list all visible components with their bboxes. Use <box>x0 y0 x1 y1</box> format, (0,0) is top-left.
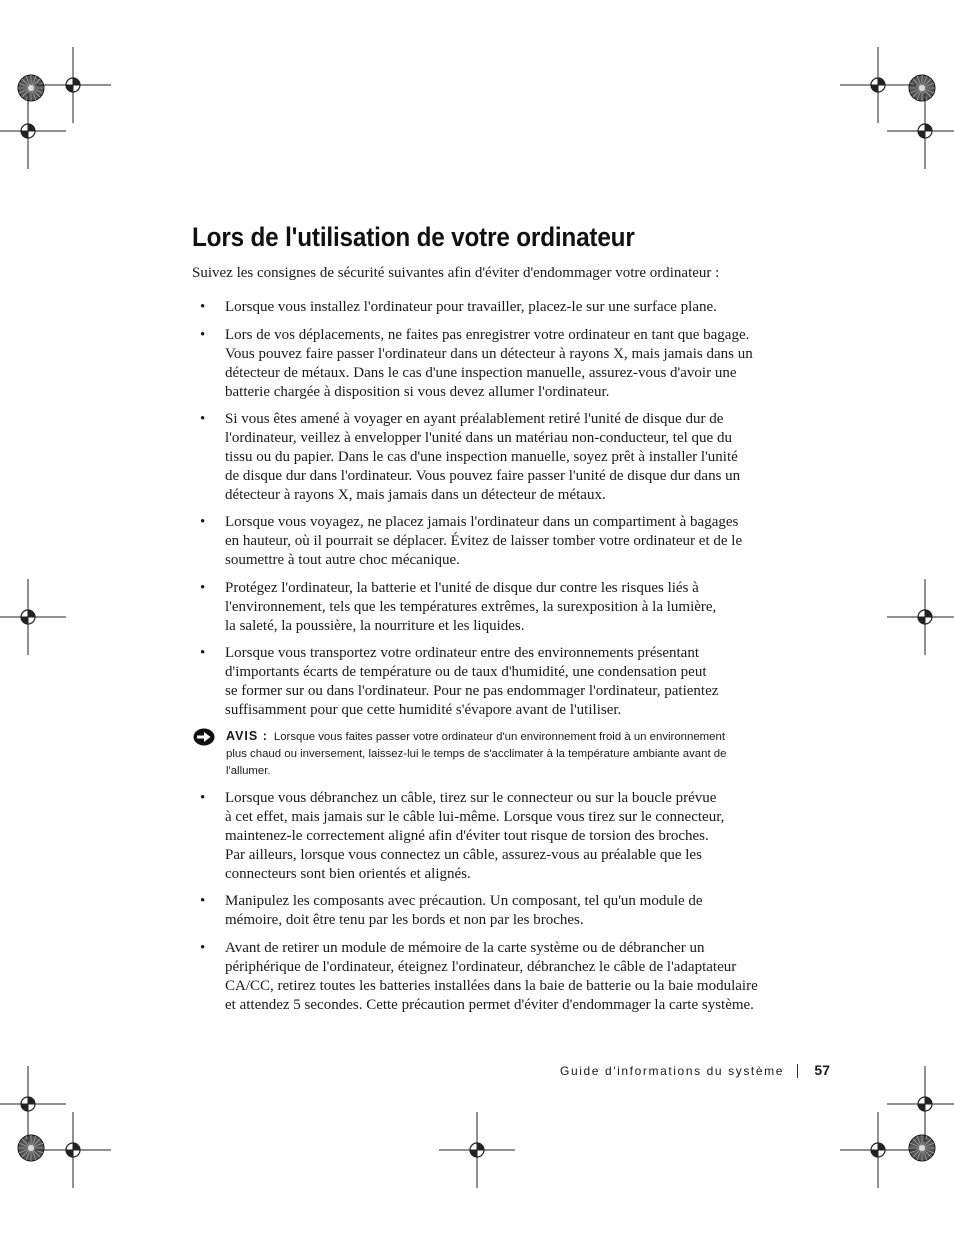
list-item: Lorsque vous transportez votre ordinateur entre des environnements présentant d'importants écarts de température ou de taux d'humidité, une condensation peut se former sur ou dans l'ordinateur. Pour ne pas endommager l'ordinateur, patientez suffisamment pour que cette humidité s'évapore avant de l'utiliser. <box>225 645 719 718</box>
crosshair-icon <box>840 1112 916 1188</box>
footer-separator <box>797 1064 798 1078</box>
crosshair-icon <box>0 93 66 169</box>
star-target-icon <box>18 75 44 101</box>
list-item: Avant de retirer un module de mémoire de la carte système ou de débrancher un périphérique de l'ordinateur, éteignez l'ordinateur, débranchez le câble de l'adaptateur CA/CC, retirez toutes les batteries installées dans la baie de batterie ou la baie modulaire et attendez 5 secondes. Cette précaution permet d'éviter d'endommager la carte système. <box>225 940 758 1013</box>
crosshair-icon <box>0 579 66 655</box>
crosshair-icon <box>439 1112 515 1188</box>
bullet-marker: • <box>200 580 206 596</box>
bullet-marker: • <box>200 514 206 530</box>
list-item: Manipulez les composants avec précaution. Un composant, tel qu'un module de mémoire, doit être tenu par les bords et non par les broches. <box>225 893 703 928</box>
bullet-marker: • <box>200 893 206 909</box>
crosshair-icon <box>887 579 954 655</box>
crosshair-icon <box>887 93 954 169</box>
crosshair-icon <box>35 47 111 123</box>
page-footer <box>0 1062 830 1080</box>
list-item: Lorsque vous débranchez un câble, tirez sur le connecteur ou sur la boucle prévue à cet effet, mais jamais sur le câble lui-même. Lorsque vous tirez sur le connecteur, maintenez-le correctement aligné afin d'éviter tout risque de torsion des broches. Par ailleurs, lorsque vous connectez un câble, assurez-vous au préalable que les connecteurs sont bien orientés et alignés. <box>225 790 725 882</box>
list-item: Si vous êtes amené à voyager en ayant préalablement retiré l'unité de disque dur de l'ordinateur, veillez à envelopper l'unité dans un matériau non-conducteur, tel que du tissu ou du papier. Dans le cas d'une inspection manuelle, soyez prêt à installer l'unité de disque dur dans l'ordinateur. Vous pouvez faire passer l'unité de disque dur dans un détecteur à rayons X, mais jamais dans un détecteur de métaux. <box>225 411 741 503</box>
notice-label: AVIS : <box>226 729 268 743</box>
notice-text: AVIS : Lorsque vous faites passer votre ordinateur d'un environnement froid à un environnement plus chaud ou inversement, laissez-lui le temps de s'acclimater à la température ambiante avant de l'allumer. <box>226 729 727 777</box>
bullet-marker: • <box>200 299 206 315</box>
bullet-marker: • <box>200 645 206 661</box>
star-target-icon <box>909 75 935 101</box>
footer-title: Guide d'informations du système <box>560 1064 784 1078</box>
list-item: Protégez l'ordinateur, la batterie et l'unité de disque dur contre les risques liés à l'environnement, tels que les températures extrêmes, la surexposition à la lumière, la saleté, la poussière, la nourriture et les liquides. <box>225 580 717 634</box>
intro-paragraph: Suivez les consignes de sécurité suivantes afin d'éviter d'endommager votre ordinateur : <box>192 265 720 281</box>
page-title: Lors de l'utilisation de votre ordinateur <box>192 222 635 252</box>
star-target-icon <box>18 1135 44 1161</box>
list-item: Lorsque vous voyagez, ne placez jamais l'ordinateur dans un compartiment à bagages en hauteur, où il pourrait se déplacer. Évitez de laisser tomber votre ordinateur et de le soumettre à tout autre choc mécanique. <box>225 514 743 568</box>
bullet-marker: • <box>200 327 206 343</box>
list-item: Lors de vos déplacements, ne faites pas enregistrer votre ordinateur en tant que bagage. Vous pouvez faire passer l'ordinateur dans un détecteur à rayons X, mais jamais dans un détecteur de métaux. Dans le cas d'une inspection manuelle, assurez-vous d'avoir une batterie chargée à disposition si vous devez allumer l'ordinateur. <box>225 327 753 400</box>
crosshair-icon <box>35 1112 111 1188</box>
bullet-marker: • <box>200 790 206 806</box>
bullet-marker: • <box>200 940 206 956</box>
page-number: 57 <box>814 1062 830 1078</box>
bullet-marker: • <box>200 411 206 427</box>
notice-icon <box>193 728 215 746</box>
crosshair-icon <box>840 47 916 123</box>
star-target-icon <box>909 1135 935 1161</box>
crosshair-icon <box>887 1066 954 1142</box>
list-item: Lorsque vous installez l'ordinateur pour travailler, placez-le sur une surface plane. <box>225 299 717 315</box>
